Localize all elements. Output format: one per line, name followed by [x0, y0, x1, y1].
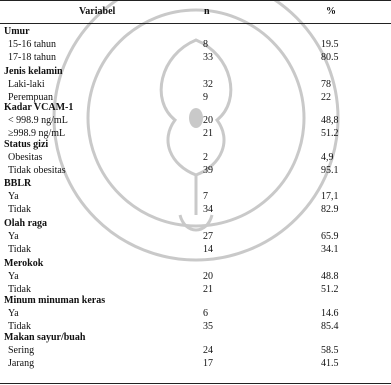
row-label: Tidak — [8, 321, 31, 332]
section-title: Status gizi — [4, 139, 49, 150]
row-percent-value: 41.5 — [321, 358, 339, 369]
row-percent-value: 80.5 — [321, 52, 339, 63]
row-label: < 998.9 ng/mL — [8, 115, 68, 126]
row-percent-value: 17,1 — [321, 191, 339, 202]
row-n-value: 8 — [203, 39, 208, 50]
row-n-value: 32 — [203, 79, 213, 90]
row-percent-value: 4,9 — [321, 152, 334, 163]
row-percent-value: 22 — [321, 92, 331, 103]
row-label: ≥998.9 ng/mL — [8, 128, 66, 139]
row-label: 15-16 tahun — [8, 39, 57, 50]
row-n-value: 14 — [203, 244, 213, 255]
row-label: 17-18 tahun — [8, 52, 57, 63]
row-n-value: 35 — [203, 321, 213, 332]
section-title: Umur — [4, 26, 30, 37]
row-n-value: 39 — [203, 165, 213, 176]
row-label: Tidak — [8, 284, 31, 295]
row-n-value: 9 — [203, 92, 208, 103]
section-title: Olah raga — [4, 218, 48, 229]
row-percent-value: 58.5 — [321, 345, 339, 356]
row-n-value: 7 — [203, 191, 208, 202]
row-label: Jarang — [8, 358, 35, 369]
row-n-value: 21 — [203, 128, 213, 139]
row-n-value: 27 — [203, 231, 213, 242]
row-label: Tidak — [8, 204, 31, 215]
row-percent-value: 82.9 — [321, 204, 339, 215]
row-label: Tidak — [8, 244, 31, 255]
section-title: Merokok — [4, 258, 44, 269]
row-label: Sering — [8, 345, 35, 356]
row-label: Laki-laki — [8, 79, 45, 90]
row-n-value: 24 — [203, 345, 213, 356]
row-percent-value: 48,8 — [321, 115, 339, 126]
row-label: Ya — [8, 308, 19, 319]
row-percent-value: 78 — [321, 79, 331, 90]
section-title: BBLR — [4, 178, 32, 189]
row-label: Perempuan — [8, 92, 53, 103]
row-n-value: 21 — [203, 284, 213, 295]
row-percent-value: 51.2 — [321, 284, 339, 295]
row-label: Ya — [8, 191, 19, 202]
header-variable: Variabel — [79, 6, 116, 17]
row-percent-value: 14.6 — [321, 308, 339, 319]
row-percent-value: 51.2 — [321, 128, 339, 139]
row-percent-value: 34.1 — [321, 244, 339, 255]
row-label: Obesitas — [8, 152, 43, 163]
row-n-value: 20 — [203, 271, 213, 282]
table-bottom-rule — [0, 383, 391, 384]
header-n: n — [204, 6, 210, 17]
row-n-value: 34 — [203, 204, 213, 215]
table-header — [0, 0, 391, 24]
row-percent-value: 95.1 — [321, 165, 339, 176]
section-title: Minum minuman keras — [4, 295, 106, 306]
row-n-value: 2 — [203, 152, 208, 163]
row-n-value: 20 — [203, 115, 213, 126]
row-label: Ya — [8, 271, 19, 282]
row-percent-value: 48.8 — [321, 271, 339, 282]
row-n-value: 6 — [203, 308, 208, 319]
row-percent-value: 19.5 — [321, 39, 339, 50]
row-n-value: 33 — [203, 52, 213, 63]
header-percent: % — [326, 6, 336, 17]
row-n-value: 17 — [203, 358, 213, 369]
section-title: Makan sayur/buah — [4, 332, 86, 343]
row-percent-value: 65.9 — [321, 231, 339, 242]
section-title: Jenis kelamin — [4, 66, 63, 77]
row-label: Tidak obesitas — [8, 165, 66, 176]
row-label: Ya — [8, 231, 19, 242]
section-title: Kadar VCAM-1 — [4, 102, 74, 113]
row-percent-value: 85.4 — [321, 321, 339, 332]
